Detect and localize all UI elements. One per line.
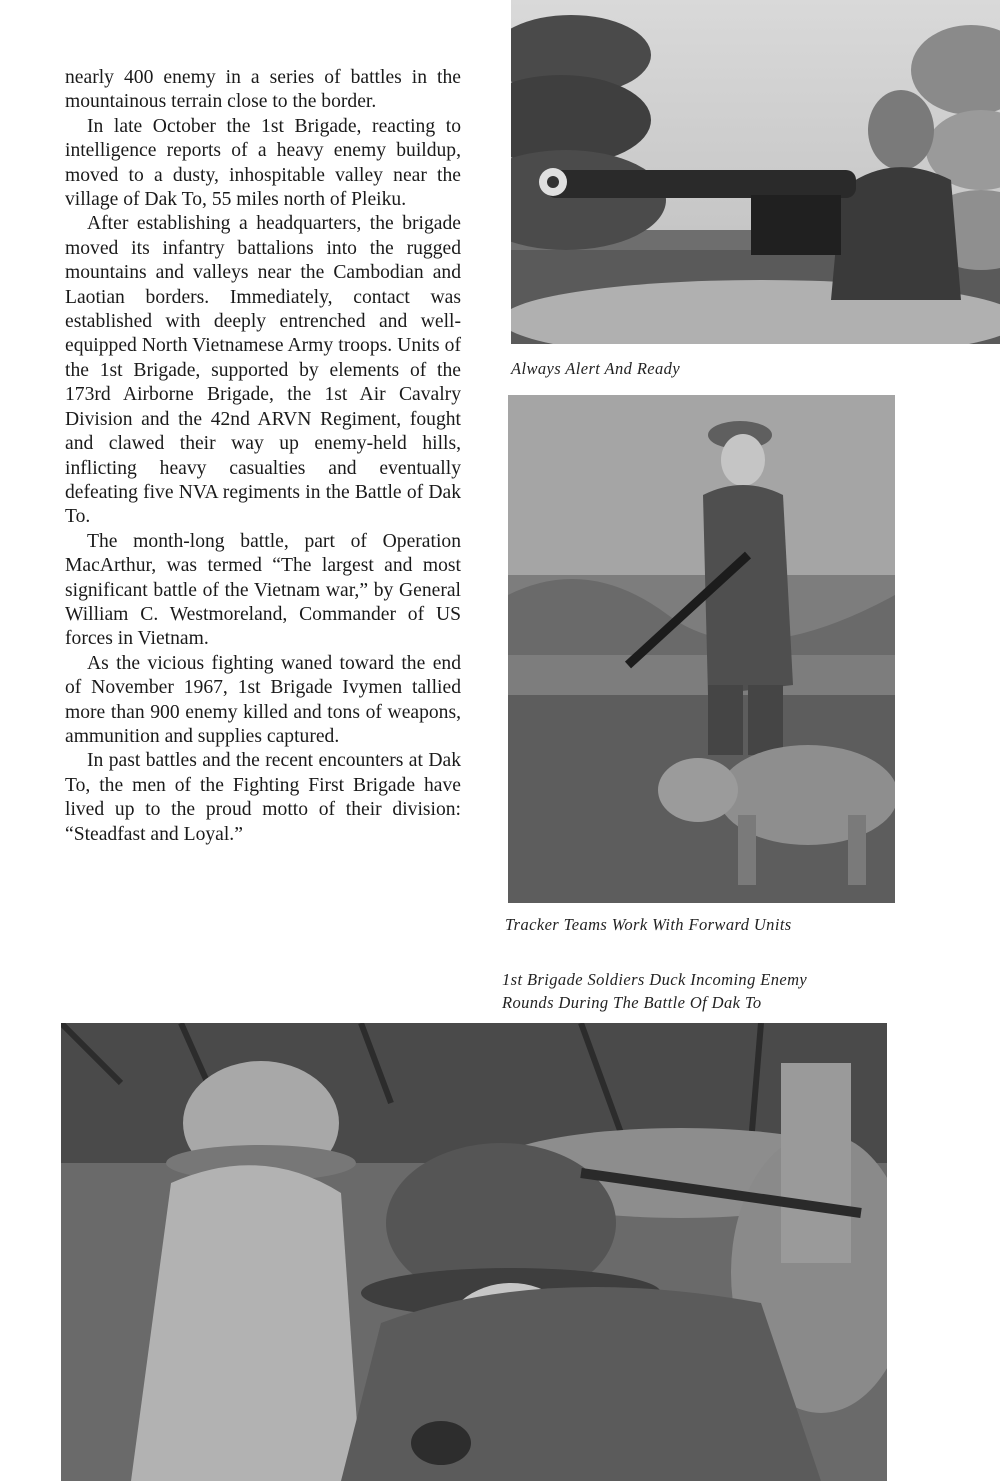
paragraph: The month-long battle, part of Operation MacArthur, was termed “The largest and most significant battle of the Vietnam war,” by General William C. Westmoreland, Commander of US forces in Vietnam. bbox=[65, 530, 461, 650]
battle-caption-line-2: Rounds During The Battle Of Dak To bbox=[502, 993, 762, 1012]
paragraph: nearly 400 enemy in a series of battles in the mountainous terrain close to the border. bbox=[65, 67, 461, 113]
paragraph: In past battles and the recent encounters at Dak To, the men of the Fighting First Brigade have lived up to the proud motto of their division: “Steadfast and Loyal.” bbox=[65, 750, 461, 845]
machine-gunner-photo bbox=[511, 0, 1000, 344]
battle-caption-line-1: 1st Brigade Soldiers Duck Incoming Enemy bbox=[502, 970, 808, 989]
machine-gunner-caption: Always Alert And Ready bbox=[511, 359, 681, 378]
article-text bbox=[65, 66, 461, 847]
paragraph: In late October the 1st Brigade, reacting to intelligence reports of a heavy enemy buildup, moved to a dusty, inhospitable valley near the village of Dak To, 55 miles north of Pleiku. bbox=[65, 115, 461, 211]
tracker-team-caption: Tracker Teams Work With Forward Units bbox=[505, 915, 792, 934]
paragraph: After establishing a headquarters, the brigade moved its infantry battalions into the rugged mountains and valleys near the Cambodian and Laotian borders. Immediately, contact was established with deeply entrenched and well-equipped North Vietnamese Army troops. Units of the 1st Brigade, supported by elements of the 173rd Airborne Brigade, the 1st Air Cavalry Division and the 42nd ARVN Regiment, fought and clawed their way up enemy-held hills, inflicting heavy casualties and eventually defeating five NVA regiments in the Battle of Dak To. bbox=[65, 213, 461, 528]
tracker-team-photo bbox=[508, 395, 895, 903]
battle-of-dak-to-photo bbox=[61, 1023, 887, 1481]
paragraph: As the vicious fighting waned toward the end of November 1967, 1st Brigade Ivymen tallied more than 900 enemy killed and tons of weapons, ammunition and supplies captured. bbox=[65, 652, 461, 747]
